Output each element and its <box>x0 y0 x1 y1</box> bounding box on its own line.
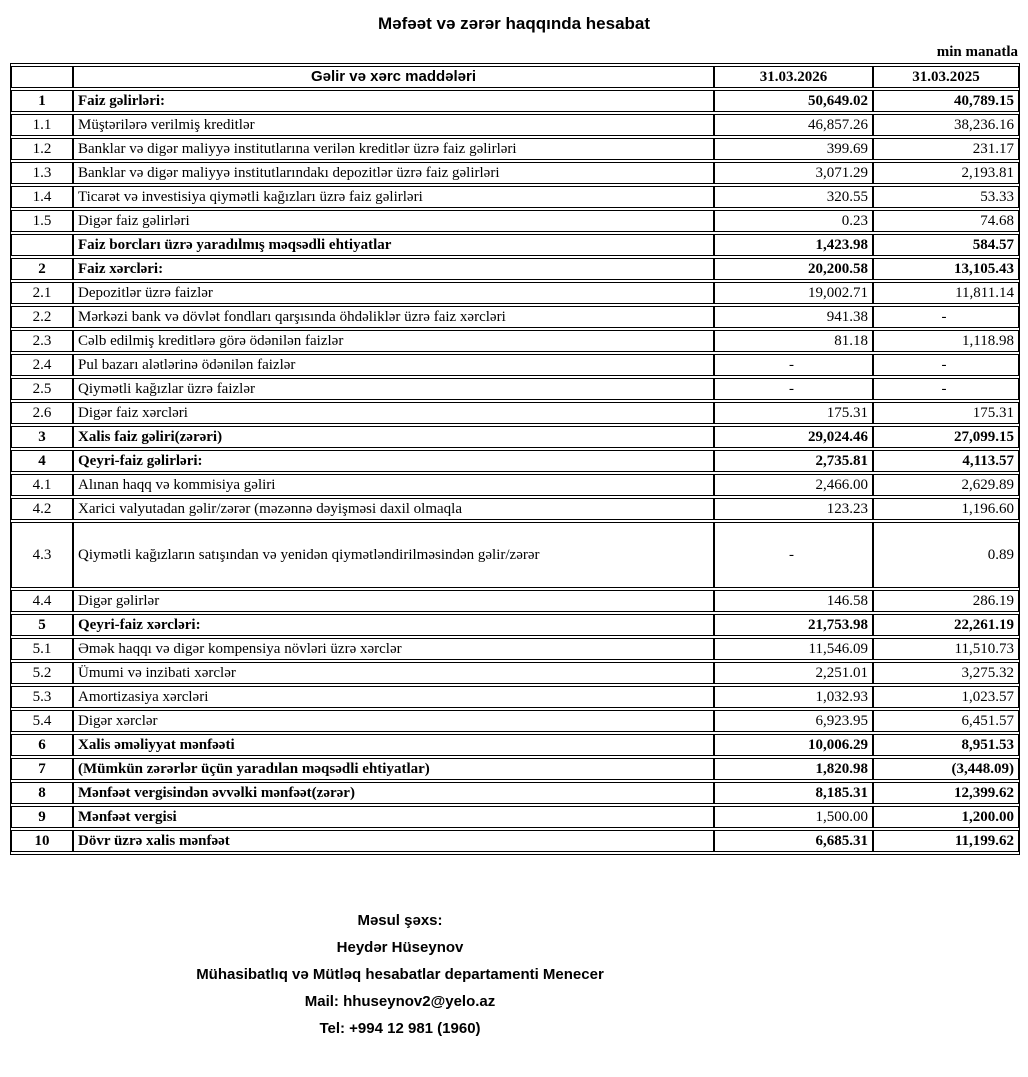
row-number: 2.6 <box>11 402 73 424</box>
row-value-2026: 2,466.00 <box>714 474 873 496</box>
row-value-2025: - <box>873 306 1019 328</box>
row-description: Qiymətli kağızlar üzrə faizlər <box>73 378 714 400</box>
row-number <box>11 234 73 256</box>
row-value-2026: 20,200.58 <box>714 258 873 280</box>
row-value-2026: 50,649.02 <box>714 90 873 112</box>
table-row <box>11 282 1019 304</box>
row-value-2025: 11,199.62 <box>873 830 1019 852</box>
row-value-2026: 21,753.98 <box>714 614 873 636</box>
row-value-2025: 2,193.81 <box>873 162 1019 184</box>
row-value-2026: 1,500.00 <box>714 806 873 828</box>
responsible-person-phone: Tel: +994 12 981 (1960) <box>319 1020 481 1037</box>
row-number: 9 <box>11 806 73 828</box>
table-row <box>11 662 1019 684</box>
header-date-2026: 31.03.2026 <box>714 66 873 88</box>
row-value-2025: 11,510.73 <box>873 638 1019 660</box>
row-description: Banklar və digər maliyyə institutlarına verilən kreditlər üzrə faiz gəlirləri <box>73 138 714 160</box>
table-row <box>11 162 1019 184</box>
row-value-2026: 11,546.09 <box>714 638 873 660</box>
table-row <box>11 830 1019 852</box>
table-row <box>11 402 1019 424</box>
table-header-row <box>11 66 1019 88</box>
row-number: 2.3 <box>11 330 73 352</box>
row-value-2026: 1,820.98 <box>714 758 873 780</box>
row-value-2025: 22,261.19 <box>873 614 1019 636</box>
row-value-2026: 19,002.71 <box>714 282 873 304</box>
table-row <box>11 210 1019 232</box>
row-number: 1.5 <box>11 210 73 232</box>
row-value-2025: 8,951.53 <box>873 734 1019 756</box>
table-row <box>11 138 1019 160</box>
table-row <box>11 522 1019 588</box>
row-number: 2.1 <box>11 282 73 304</box>
row-value-2025: 53.33 <box>873 186 1019 208</box>
row-value-2026: 6,923.95 <box>714 710 873 732</box>
row-value-2025: 0.89 <box>873 522 1019 588</box>
row-value-2025: 1,200.00 <box>873 806 1019 828</box>
header-number-cell <box>11 66 73 88</box>
table-row <box>11 782 1019 804</box>
row-value-2025: (3,448.09) <box>873 758 1019 780</box>
row-value-2026: 2,251.01 <box>714 662 873 684</box>
table-row <box>11 498 1019 520</box>
row-description: Xalis əməliyyat mənfəəti <box>73 734 714 756</box>
row-description: Faiz borcları üzrə yaradılmış məqsədli ehtiyatlar <box>73 234 714 256</box>
table-body <box>11 90 1019 852</box>
row-number: 4.4 <box>11 590 73 612</box>
row-value-2025: 231.17 <box>873 138 1019 160</box>
row-value-2026: 81.18 <box>714 330 873 352</box>
table-row <box>11 734 1019 756</box>
row-value-2026: 1,032.93 <box>714 686 873 708</box>
responsible-person-email: Mail: hhuseynov2@yelo.az <box>304 993 496 1010</box>
profit-loss-table <box>10 63 1020 855</box>
header-date-2025: 31.03.2025 <box>873 66 1019 88</box>
table-row <box>11 186 1019 208</box>
header-items-label: Gəlir və xərc maddələri <box>73 66 714 88</box>
row-value-2025: 27,099.15 <box>873 426 1019 448</box>
row-number: 8 <box>11 782 73 804</box>
row-value-2025: 74.68 <box>873 210 1019 232</box>
row-number: 4.2 <box>11 498 73 520</box>
row-number: 2.2 <box>11 306 73 328</box>
row-value-2025: 6,451.57 <box>873 710 1019 732</box>
row-number: 2.5 <box>11 378 73 400</box>
table-row <box>11 450 1019 472</box>
responsible-person-block <box>0 907 800 1042</box>
table-row <box>11 474 1019 496</box>
row-value-2026: 123.23 <box>714 498 873 520</box>
table-row <box>11 354 1019 376</box>
row-value-2025: 584.57 <box>873 234 1019 256</box>
row-description: Cəlb edilmiş kreditlərə görə ödənilən faizlər <box>73 330 714 352</box>
responsible-person-label: Məsul şəxs: <box>357 912 443 929</box>
row-description: Digər gəlirlər <box>73 590 714 612</box>
row-value-2026: 0.23 <box>714 210 873 232</box>
table-row <box>11 710 1019 732</box>
responsible-person-title: Mühasibatlıq və Mütləq hesabatlar departamenti Menecer <box>196 966 604 983</box>
row-value-2025: 1,196.60 <box>873 498 1019 520</box>
row-value-2025: 2,629.89 <box>873 474 1019 496</box>
row-number: 5 <box>11 614 73 636</box>
table-row <box>11 614 1019 636</box>
row-description: Mənfəət vergisi <box>73 806 714 828</box>
row-number: 10 <box>11 830 73 852</box>
row-description: Faiz gəlirləri: <box>73 90 714 112</box>
row-description: Digər xərclər <box>73 710 714 732</box>
responsible-person-name: Heydər Hüseynov <box>336 939 464 956</box>
row-number: 1.2 <box>11 138 73 160</box>
row-value-2026: 941.38 <box>714 306 873 328</box>
unit-note: min manatla <box>936 44 1018 60</box>
table-row <box>11 590 1019 612</box>
table-row <box>11 234 1019 256</box>
row-value-2026: 2,735.81 <box>714 450 873 472</box>
row-value-2026: - <box>714 378 873 400</box>
table-row <box>11 758 1019 780</box>
row-description: Digər faiz xərcləri <box>73 402 714 424</box>
row-description: Ümumi və inzibati xərclər <box>73 662 714 684</box>
row-number: 4 <box>11 450 73 472</box>
row-number: 3 <box>11 426 73 448</box>
row-number: 5.2 <box>11 662 73 684</box>
row-value-2025: 3,275.32 <box>873 662 1019 684</box>
row-value-2025: 38,236.16 <box>873 114 1019 136</box>
row-value-2025: 40,789.15 <box>873 90 1019 112</box>
row-value-2025: - <box>873 378 1019 400</box>
row-description: Qeyri-faiz xərcləri: <box>73 614 714 636</box>
row-number: 5.1 <box>11 638 73 660</box>
row-description: Faiz xərcləri: <box>73 258 714 280</box>
row-value-2025: 12,399.62 <box>873 782 1019 804</box>
table-row <box>11 114 1019 136</box>
row-description: Alınan haqq və kommisiya gəliri <box>73 474 714 496</box>
row-number: 2.4 <box>11 354 73 376</box>
row-number: 7 <box>11 758 73 780</box>
page-title: Məfəət və zərər haqqında hesabat <box>377 14 651 33</box>
row-description: Xarici valyutadan gəlir/zərər (məzənnə dəyişməsi daxil olmaqla <box>73 498 714 520</box>
row-value-2025: 1,118.98 <box>873 330 1019 352</box>
row-value-2026: - <box>714 522 873 588</box>
row-value-2026: - <box>714 354 873 376</box>
row-description: Əmək haqqı və digər kompensiya növləri üzrə xərclər <box>73 638 714 660</box>
row-number: 5.3 <box>11 686 73 708</box>
row-value-2026: 46,857.26 <box>714 114 873 136</box>
row-value-2025: 1,023.57 <box>873 686 1019 708</box>
table-row <box>11 638 1019 660</box>
table-row <box>11 306 1019 328</box>
row-number: 5.4 <box>11 710 73 732</box>
row-description: Mərkəzi bank və dövlət fondları qarşısında öhdəliklər üzrə faiz xərcləri <box>73 306 714 328</box>
row-description: Mənfəət vergisindən əvvəlki mənfəət(zərər) <box>73 782 714 804</box>
row-value-2025: 11,811.14 <box>873 282 1019 304</box>
row-description: Banklar və digər maliyyə institutlarındakı depozitlər üzrə faiz gəlirləri <box>73 162 714 184</box>
row-value-2025: - <box>873 354 1019 376</box>
row-value-2026: 10,006.29 <box>714 734 873 756</box>
row-value-2026: 8,185.31 <box>714 782 873 804</box>
row-description: Ticarət və investisiya qiymətli kağızları üzrə faiz gəlirləri <box>73 186 714 208</box>
row-description: (Mümkün zərərlər üçün yaradılan məqsədli ehtiyatlar) <box>73 758 714 780</box>
row-description: Digər faiz gəlirləri <box>73 210 714 232</box>
row-value-2026: 29,024.46 <box>714 426 873 448</box>
table-row <box>11 90 1019 112</box>
row-number: 1.1 <box>11 114 73 136</box>
row-description: Müştərilərə verilmiş kreditlər <box>73 114 714 136</box>
row-value-2026: 3,071.29 <box>714 162 873 184</box>
row-description: Amortizasiya xərcləri <box>73 686 714 708</box>
row-description: Depozitlər üzrə faizlər <box>73 282 714 304</box>
row-number: 4.1 <box>11 474 73 496</box>
row-number: 6 <box>11 734 73 756</box>
table-row <box>11 258 1019 280</box>
table-row <box>11 378 1019 400</box>
row-description: Pul bazarı alətlərinə ödənilən faizlər <box>73 354 714 376</box>
row-description: Qiymətli kağızların satışından və yenidən qiymətləndirilməsindən gəlir/zərər <box>73 522 714 588</box>
row-value-2025: 286.19 <box>873 590 1019 612</box>
row-value-2026: 6,685.31 <box>714 830 873 852</box>
row-number: 1.4 <box>11 186 73 208</box>
row-value-2025: 13,105.43 <box>873 258 1019 280</box>
row-value-2026: 146.58 <box>714 590 873 612</box>
row-number: 1.3 <box>11 162 73 184</box>
row-value-2026: 175.31 <box>714 402 873 424</box>
table-row <box>11 330 1019 352</box>
row-description: Dövr üzrə xalis mənfəət <box>73 830 714 852</box>
row-value-2025: 175.31 <box>873 402 1019 424</box>
row-value-2025: 4,113.57 <box>873 450 1019 472</box>
row-description: Qeyri-faiz gəlirləri: <box>73 450 714 472</box>
row-value-2026: 399.69 <box>714 138 873 160</box>
row-value-2026: 320.55 <box>714 186 873 208</box>
row-number: 4.3 <box>11 522 73 588</box>
row-number: 1 <box>11 90 73 112</box>
row-description: Xalis faiz gəliri(zərəri) <box>73 426 714 448</box>
table-row <box>11 426 1019 448</box>
row-value-2026: 1,423.98 <box>714 234 873 256</box>
table-row <box>11 806 1019 828</box>
row-number: 2 <box>11 258 73 280</box>
table-row <box>11 686 1019 708</box>
